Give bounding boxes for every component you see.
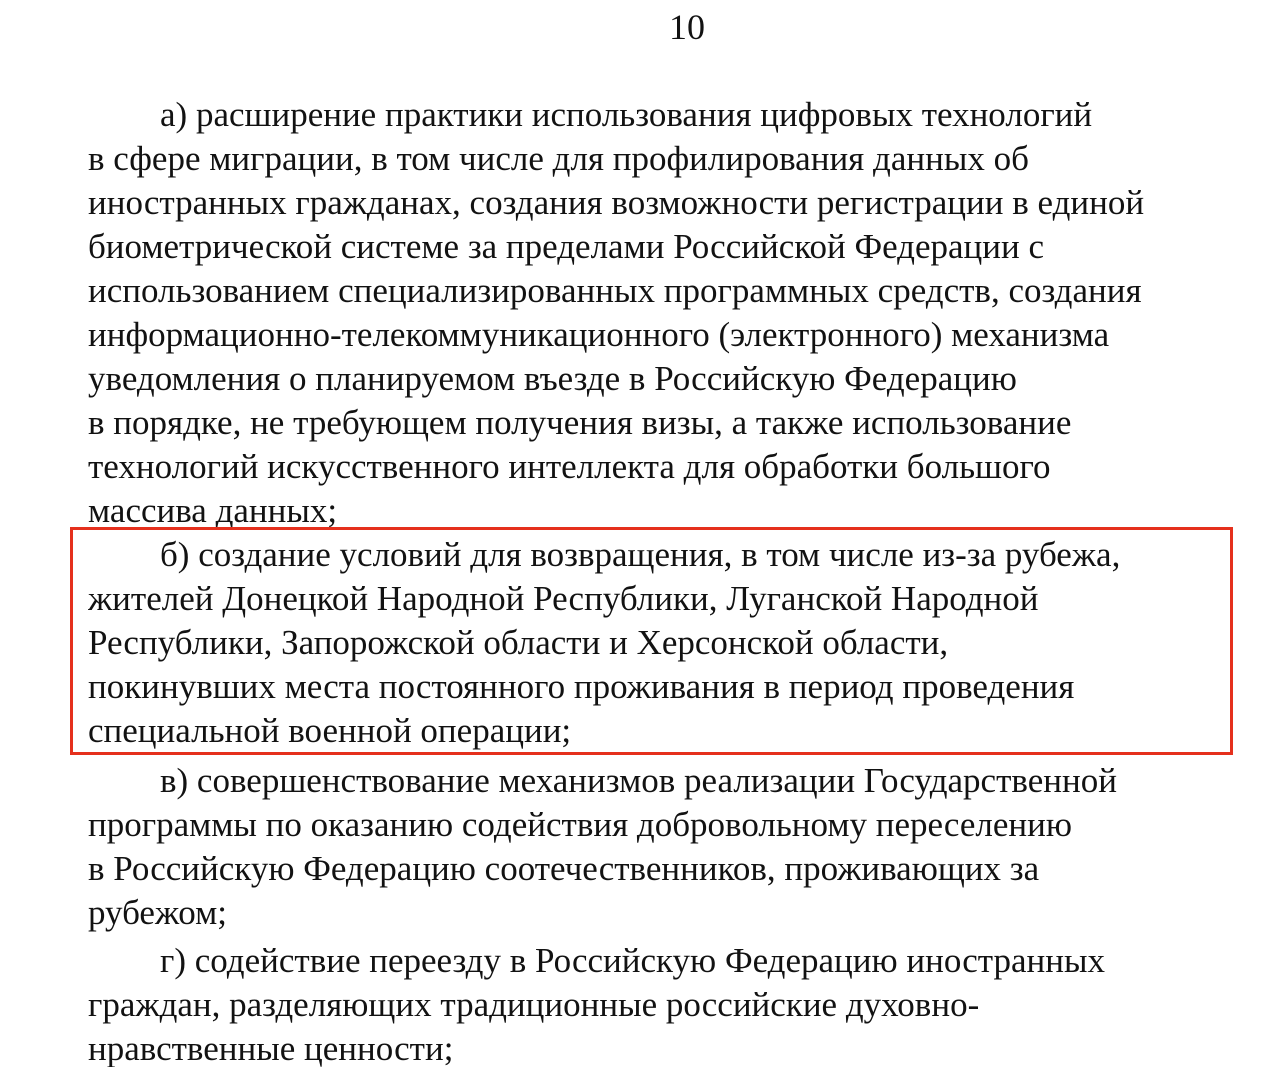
text-line: б) создание условий для возвращения, в том числе из-за рубежа, — [160, 535, 1121, 574]
paragraph-b-highlighted — [88, 533, 1207, 753]
text-line: г) содействие переезду в Российскую Федерацию иностранных — [160, 941, 1106, 980]
text-line: а) расширение практики использования цифровых технологий — [160, 95, 1093, 134]
text-line: биометрической системе за пределами Российской Федерации с — [88, 227, 1045, 266]
text-line: иностранных гражданах, создания возможности регистрации в единой — [88, 183, 1145, 222]
text-line: информационно-телекоммуникационного (электронного) механизма — [88, 315, 1110, 354]
text-line: жителей Донецкой Народной Республики, Луганской Народной — [88, 579, 1039, 618]
text-line: специальной военной операции; — [88, 711, 572, 750]
text-line: программы по оказанию содействия добровольному переселению — [88, 805, 1073, 844]
text-line: нравственные ценности; — [88, 1029, 454, 1067]
paragraph-v — [88, 759, 1207, 935]
text-line: Республики, Запорожской области и Херсонской области, — [88, 623, 949, 662]
text-line: в Российскую Федерацию соотечественников, проживающих за — [88, 849, 1040, 888]
text-line: уведомления о планируемом въезде в Российскую Федерацию — [88, 359, 1017, 398]
text-line: в) совершенствование механизмов реализации Государственной — [160, 761, 1117, 800]
text-line: технологий искусственного интеллекта для обработки большого — [88, 447, 1051, 486]
text-line: покинувших места постоянного проживания в период проведения — [88, 667, 1075, 706]
page-number: 10 — [669, 7, 705, 47]
paragraph-a — [88, 93, 1207, 533]
text-line: рубежом; — [88, 893, 227, 932]
text-line: граждан, разделяющих традиционные российские духовно- — [88, 985, 980, 1024]
text-line: массива данных; — [88, 491, 338, 530]
document-body — [88, 93, 1207, 1067]
paragraph-g — [88, 939, 1207, 1067]
text-line: в порядке, не требующем получения визы, а также использование — [88, 403, 1072, 442]
text-line: в сфере миграции, в том числе для профилирования данных об — [88, 139, 1029, 178]
text-line: использованием специализированных программных средств, создания — [88, 271, 1142, 310]
